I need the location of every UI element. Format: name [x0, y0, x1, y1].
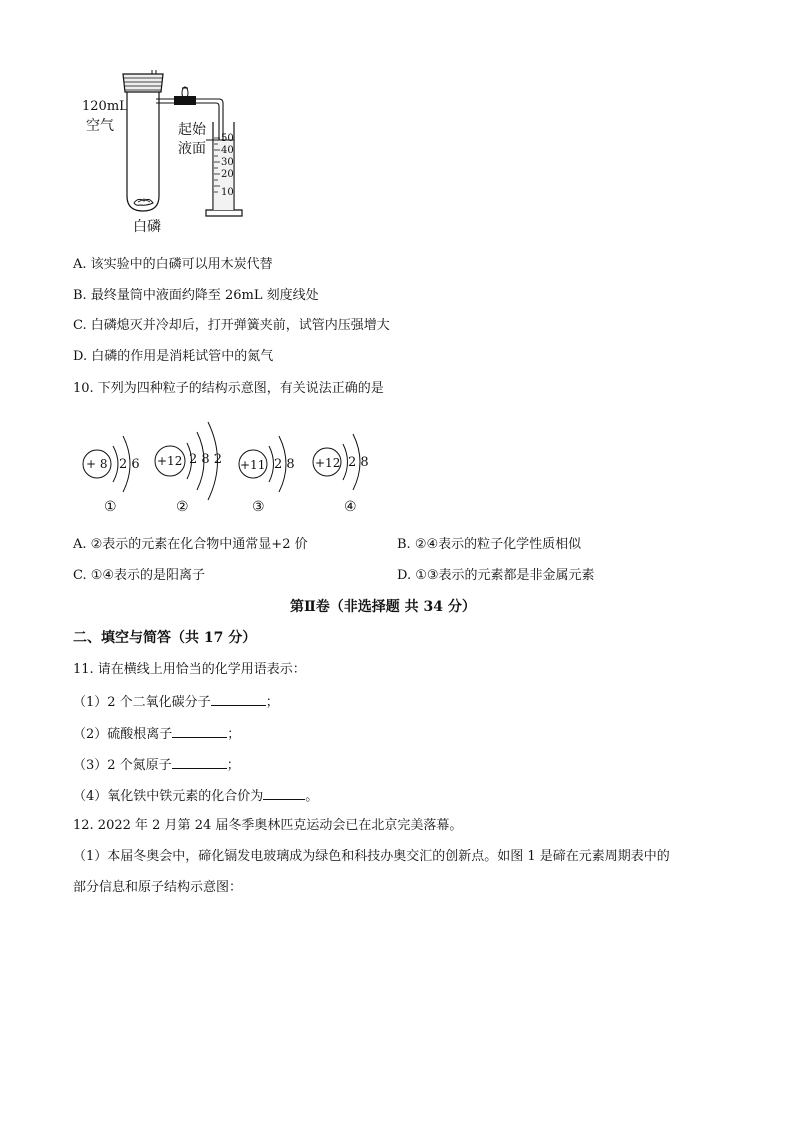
- q11-answer-blank-1[interactable]: [211, 693, 266, 706]
- start-level-label-1: 起始: [178, 122, 206, 138]
- q12-stem: 12. 2022 年 2 月第 24 届冬季奥林匹克运动会已在北京完美落幕。: [73, 818, 463, 833]
- particle-4-electrons: 2 8: [348, 455, 369, 470]
- test-tube: [127, 92, 159, 211]
- scale-mark-10: 10: [221, 187, 234, 198]
- part2-heading: 二、填空与简答（共 17 分）: [73, 630, 257, 646]
- q11-item-4: [73, 787, 318, 805]
- q9-option-a: A. 该实验中的白磷可以用木炭代替: [73, 257, 273, 272]
- q9-option-b: B. 最终量筒中液面约降至 26mL 刻度线处: [73, 288, 319, 303]
- q11-stem: 11. 请在横线上用恰当的化学用语表示：: [73, 662, 306, 677]
- q11-item-4-end: 。: [305, 789, 319, 804]
- particle-3-electrons: 2 8: [274, 457, 295, 472]
- rubber-stopper: [123, 74, 163, 92]
- q11-item-1-end: ；: [265, 695, 279, 710]
- q11-item-1: [73, 693, 279, 711]
- q10-option-a: A. ②表示的元素在化合物中通常显+2 价: [73, 537, 308, 552]
- particle-1-nucleus-label: + 8: [86, 457, 108, 471]
- q11-item-2: [73, 725, 240, 743]
- q9-option-d: D. 白磷的作用是消耗试管中的氮气: [73, 349, 274, 364]
- particle-2-index: ②: [176, 499, 189, 515]
- particle-3-nucleus-label: +11: [240, 458, 266, 472]
- q12-sub1-line2: 部分信息和原子结构示意图：: [73, 880, 243, 895]
- q11-item-3-text: （3）2 个氮原子: [73, 758, 172, 773]
- particle-4-index: ④: [344, 499, 357, 515]
- q10-option-b: B. ②④表示的粒子化学性质相似: [397, 537, 582, 552]
- particle-1-index: ①: [104, 499, 117, 515]
- scale-mark-50: 50: [221, 133, 234, 144]
- q11-item-2-text: （2）硫酸根离子: [73, 727, 173, 742]
- air-label: 空气: [86, 118, 114, 134]
- scale-mark-20: 20: [221, 169, 234, 180]
- q12-sub1-line1: （1）本届冬奥会中，碲化镉发电玻璃成为绿色和科技办奥交汇的创新点。如图 1 是碲在元素周期表中的: [73, 849, 670, 864]
- q11-answer-blank-3[interactable]: [172, 756, 227, 769]
- q11-item-1-text: （1）2 个二氧化碳分子: [73, 695, 211, 710]
- particle-3-index: ③: [252, 499, 265, 515]
- start-level-label-2: 液面: [178, 141, 206, 157]
- q11-item-4-text: （4）氧化铁中铁元素的化合价为: [73, 789, 264, 804]
- q11-item-3: [73, 756, 240, 774]
- section-title: 第Ⅱ卷（非选择题 共 34 分）: [290, 599, 476, 615]
- phosphorus-label: 白磷: [133, 219, 161, 235]
- particle-2-nucleus-label: +12: [157, 454, 183, 468]
- scale-mark-40: 40: [221, 145, 234, 156]
- q11-answer-blank-2[interactable]: [172, 725, 227, 738]
- q11-item-3-end: ；: [226, 758, 240, 773]
- particle-2-electrons: 2 8 2: [189, 452, 223, 467]
- q11-answer-blank-4[interactable]: [263, 787, 305, 800]
- particle-1-electrons: 2 6: [119, 457, 140, 472]
- q11-item-2-end: ；: [227, 727, 241, 742]
- q10-option-d: D. ①③表示的元素都是非金属元素: [397, 568, 595, 583]
- q10-option-c: C. ①④表示的是阳离子: [73, 568, 206, 583]
- q10-stem: 10. 下列为四种粒子的结构示意图，有关说法正确的是: [73, 381, 384, 396]
- particle-4-nucleus-label: +12: [315, 456, 341, 470]
- white-phosphorus: [134, 199, 153, 205]
- scale-mark-30: 30: [221, 157, 234, 168]
- air-volume-label: 120mL: [82, 99, 128, 114]
- q9-option-c: C. 白磷熄灭并冷却后，打开弹簧夹前，试管内压强增大: [73, 318, 390, 333]
- spring-clamp: [174, 96, 196, 105]
